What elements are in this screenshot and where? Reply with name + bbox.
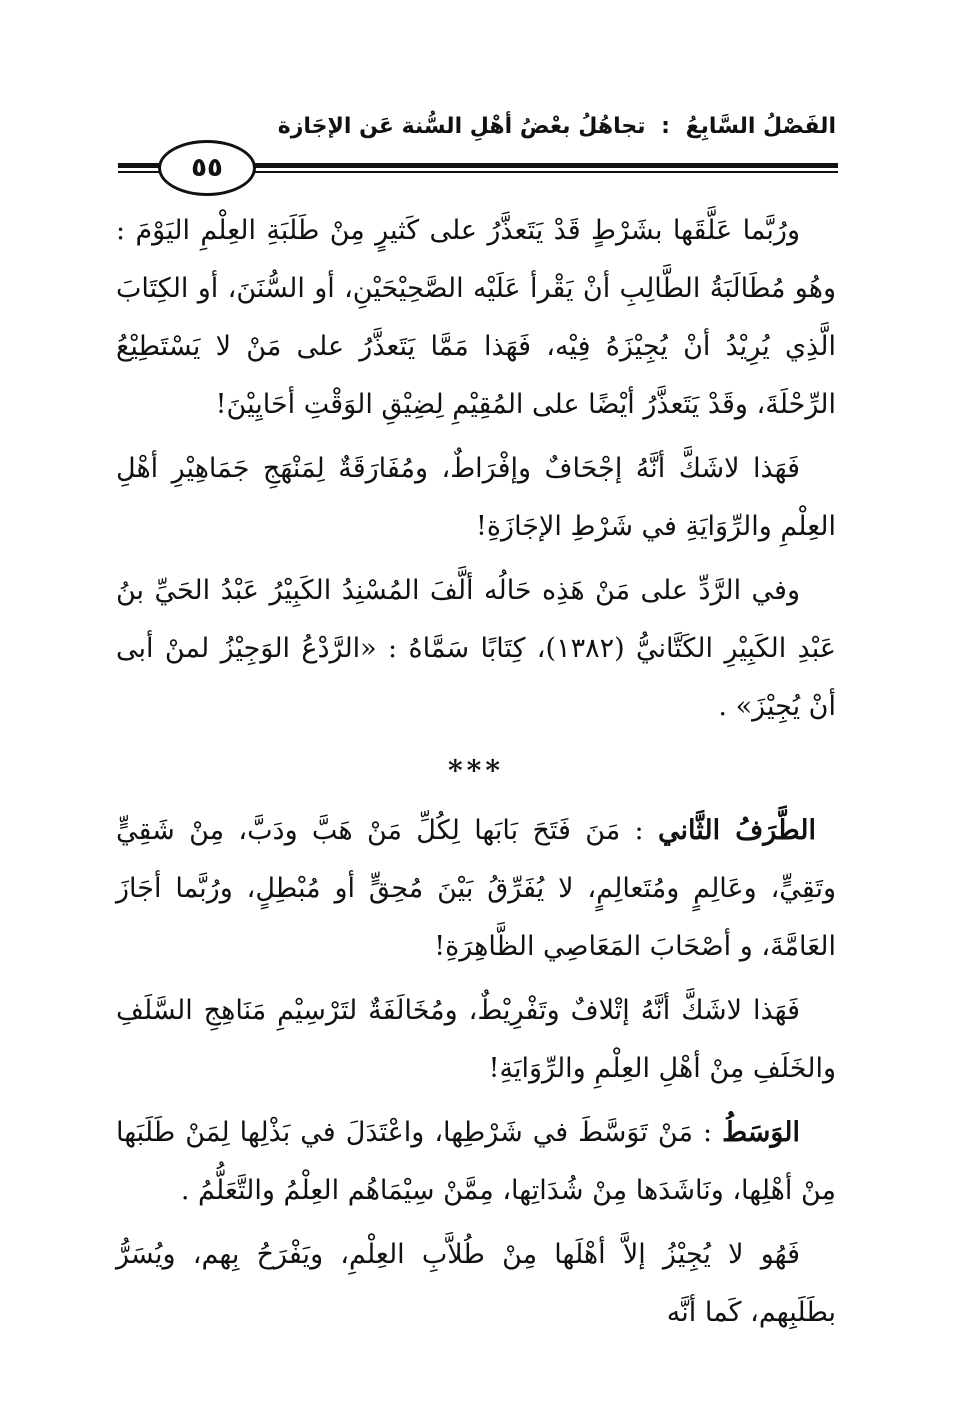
chapter-title: تجاهُلُ بعْضُ أهْلِ السُّنة عَن الإجَازة	[277, 114, 646, 139]
running-header	[116, 110, 836, 144]
paragraph-4	[116, 802, 836, 976]
paragraph-3: وفي الرَّدِّ على مَنْ هَذِه حَالُه ألَّفَ المُسْنِدُ الكَبِيْرُ عَبْدُ الحَيِّ بنُ عَبْدِ الكَبِيْرِ الكَتَّانيُّ (١٣٨٢)، كِتَابًا سَمَّاهُ : «الرَّدْعُ الوَجِيْزُ لمنْ أبى أنْ يُجِيْزَ» .	[116, 575, 836, 722]
header-separator: :	[661, 114, 670, 139]
paragraph-1: ورُبَّما عَلَّقَها بشَرْطٍ قَدْ يَتَعذَّرُ على كَثيرٍ مِنْ طَلَبَةِ العِلْمِ اليَوْمَ : وهُو مُطَالَبَةُ الطَّالِبِ أنْ يَقْرأ عَلَيْه الصَّحِيْحَيْنِ، أو السُّنَنَ، أو الكِتَابَ الَّذِي يُرِيْدُ أنْ يُجِيْزَهُ فِيْه، فَهَذا مَمَّا يَتَعذَّرُ على مَنْ لا يَسْتَطِيْعُ الرِّحْلَةَ، وقَدْ يَتَعذَّرُ أيْضًا على المُقِيْمِ لِضِيْقِ الوَقْتِ أحَايِيْنَ!	[116, 215, 836, 420]
page-number: ٥٥	[158, 140, 256, 196]
paragraph-4-text: : مَنَ فَتَحَ بَابَها لِكُلِّ مَنْ هَبَّ ودَبَّ، مِنْ شَقِيٍّ وتَقِيٍّ، وعَالِمٍ ومُتَعالِمٍ، لا يُفَرِّقُ بَيْنَ مُحِقٍّ أو مُبْطِلٍ، ورُبَّما أجَازَ العَامَّةَ، و أصْحَابَ المَعَاصِي الظَّاهِرَةِ!	[116, 815, 836, 962]
paragraph-6-lead: الوَسَطُ	[722, 1117, 800, 1148]
paragraph-7: فَهُو لا يُجِيْزُ إلاَّ أهْلَها مِنْ طُلاَّبِ العِلْمِ، ويَفْرَحُ بِهم، ويُسَرُّ بطَلَبِهم، كَما أنَّه	[116, 1239, 836, 1328]
paragraph-6	[116, 1104, 836, 1220]
paragraph-6-text: : مَنْ تَوَسَّطَ في شَرْطِها، واعْتَدَلَ في بَذْلِها لِمَنْ طَلَبَها مِنْ أهْلِها، ونَاشَدَها مِنْ شُدَاتِها، مِمَّنْ سِيْمَاهُم العِلْمُ والتَّعَلُّمُ .	[116, 1117, 836, 1206]
paragraph-4-lead: الطَّرَفُ الثَّاني	[657, 815, 816, 846]
chapter-label: الفَصْلُ السَّابِعُ	[685, 114, 836, 139]
paragraph-2: فَهَذا لاشَكَّ أنَّهُ إجْحَافٌ وإفْرَاطٌ، ومُفَارَقَةٌ لِمَنْهَجِ جَمَاهِيْرِ أهْلِ العِلْمِ والرِّوَايَةِ في شَرْطِ الإجَازَةِ!	[116, 453, 836, 542]
paragraph-5: فَهَذا لاشَكَّ أنَّهُ إتْلافٌ وتَفْرِيْطٌ، ومُخَالَفَةٌ لتَرْسِيْمِ مَنَاهِجِ السَّلَفِ والخَلَفِ مِنْ أهْلِ العِلْمِ والرِّوَايَةِ!	[116, 995, 836, 1084]
body-text	[116, 202, 836, 1348]
section-divider-stars: ***	[448, 754, 504, 787]
